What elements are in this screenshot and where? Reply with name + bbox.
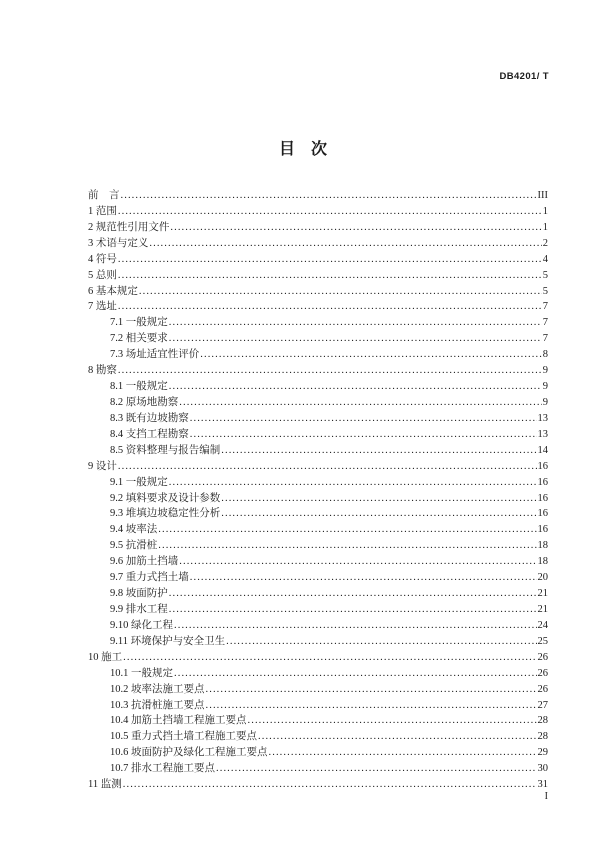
dot-leader — [174, 666, 537, 682]
toc-entry-label: 9.7 重力式挡土墙 — [110, 572, 189, 584]
toc-entry-label: 10.4 加筋土挡墙工程施工要点 — [110, 715, 247, 727]
dot-leader — [170, 220, 541, 236]
dot-leader — [221, 443, 536, 459]
toc-entry-page: 20 — [537, 572, 548, 584]
toc-entry — [88, 475, 548, 491]
dot-leader — [248, 713, 537, 729]
toc-entry — [88, 745, 548, 761]
toc-entry-page: 16 — [537, 508, 548, 520]
toc-entry-page: 29 — [537, 747, 548, 759]
dot-leader — [169, 602, 537, 618]
toc-entry — [88, 522, 548, 538]
toc-entry-page: 5 — [542, 285, 548, 297]
toc-entry-label: 2 规范性引用文件 — [88, 221, 170, 233]
toc-entry — [88, 299, 548, 315]
toc-entry-page: 8 — [542, 349, 548, 361]
toc-entry-label: 10.1 一般规定 — [110, 667, 173, 679]
toc-entry-page: 13 — [537, 428, 548, 440]
toc-entry-page: 18 — [537, 540, 548, 552]
toc-entry — [88, 586, 548, 602]
toc-entry-label: 10.2 坡率法施工要点 — [110, 683, 205, 695]
toc-entry-label: 10 施工 — [88, 651, 123, 663]
toc-entry — [88, 538, 548, 554]
toc-entry — [88, 379, 548, 395]
toc-entry — [88, 204, 548, 220]
toc-entry-page: 7 — [542, 301, 548, 313]
dot-leader — [123, 777, 537, 793]
toc-entry — [88, 634, 548, 650]
toc-entry-label: 5 总则 — [88, 269, 117, 281]
toc-entry — [88, 729, 548, 745]
toc-entry-label: 3 术语与定义 — [88, 237, 149, 249]
toc-entry-page: 13 — [537, 412, 548, 424]
toc-entry — [88, 236, 548, 252]
toc-entry — [88, 427, 548, 443]
toc-entry — [88, 666, 548, 682]
toc-entry-page: 24 — [537, 619, 548, 631]
dot-leader — [200, 347, 542, 363]
dot-leader — [258, 729, 537, 745]
toc-entry-label: 1 范围 — [88, 205, 117, 217]
toc-entry — [88, 188, 548, 204]
dot-leader — [123, 650, 536, 666]
toc-entry-label: 9.9 排水工程 — [110, 603, 168, 615]
toc-entry — [88, 602, 548, 618]
footer-page-number: I — [544, 791, 548, 802]
toc-entry-page: 2 — [542, 237, 548, 249]
toc-entry-page: 9 — [542, 365, 548, 377]
dot-leader — [169, 475, 537, 491]
toc-entry — [88, 252, 548, 268]
dot-leader — [206, 698, 537, 714]
dot-leader — [169, 586, 537, 602]
toc-entry-page: 30 — [537, 763, 548, 775]
toc-list — [88, 188, 548, 793]
toc-entry-page: 16 — [537, 492, 548, 504]
toc-entry-page: 31 — [537, 779, 548, 791]
dot-leader — [169, 315, 542, 331]
toc-entry-page: 26 — [537, 651, 548, 663]
toc-entry — [88, 713, 548, 729]
toc-entry — [88, 698, 548, 714]
toc-entry — [88, 650, 548, 666]
dot-leader — [179, 554, 536, 570]
toc-entry-page: 1 — [542, 205, 548, 217]
dot-leader — [118, 252, 542, 268]
toc-entry — [88, 570, 548, 586]
toc-entry — [88, 506, 548, 522]
toc-entry — [88, 411, 548, 427]
toc-entry-page: 18 — [537, 556, 548, 568]
toc-entry-label: 8.4 支挡工程勘察 — [110, 428, 189, 440]
toc-entry-label: 9 设计 — [88, 460, 117, 472]
toc-entry-page: 28 — [537, 731, 548, 743]
toc-entry-label: 9.2 填料要求及设计参数 — [110, 492, 221, 504]
toc-entry — [88, 682, 548, 698]
dot-leader — [118, 268, 542, 284]
toc-entry-label: 6 基本规定 — [88, 285, 138, 297]
toc-entry-page: 1 — [542, 221, 548, 233]
dot-leader — [158, 522, 536, 538]
dot-leader — [190, 427, 537, 443]
dot-leader — [179, 395, 542, 411]
dot-leader — [221, 491, 536, 507]
toc-entry — [88, 220, 548, 236]
toc-entry-page: 21 — [537, 588, 548, 600]
toc-entry-label: 9.6 加筋土挡墙 — [110, 556, 179, 568]
toc-entry-label: 10.3 抗滑桩施工要点 — [110, 699, 205, 711]
toc-entry-label: 9.4 坡率法 — [110, 524, 158, 536]
toc-entry-label: 7 选址 — [88, 301, 117, 313]
toc-entry-label: 10.6 坡面防护及绿化工程施工要点 — [110, 747, 268, 759]
toc-entry-label: 9.1 一般规定 — [110, 476, 168, 488]
dot-leader — [158, 538, 536, 554]
toc-entry — [88, 554, 548, 570]
dot-leader — [190, 570, 537, 586]
dot-leader — [149, 236, 541, 252]
dot-leader — [118, 204, 542, 220]
toc-entry-page: 9 — [542, 396, 548, 408]
toc-entry-label: 8.2 原场地勘察 — [110, 396, 179, 408]
toc-entry-page: 7 — [542, 333, 548, 345]
toc-entry-label: 9.8 坡面防护 — [110, 588, 168, 600]
toc-entry-page: 5 — [542, 269, 548, 281]
dot-leader — [226, 634, 536, 650]
toc-entry-label: 7.2 相关要求 — [110, 333, 168, 345]
toc-entry-label: 9.5 抗滑桩 — [110, 540, 158, 552]
toc-entry — [88, 459, 548, 475]
toc-entry — [88, 395, 548, 411]
toc-entry-label: 9.11 环境保护与安全卫生 — [110, 635, 226, 647]
toc-entry-label: 11 监测 — [88, 779, 122, 791]
dot-leader — [206, 682, 537, 698]
toc-entry — [88, 761, 548, 777]
toc-entry — [88, 363, 548, 379]
toc-entry — [88, 491, 548, 507]
toc-entry-label: 8 勘察 — [88, 365, 117, 377]
toc-entry-label: 8.5 资料整理与报告编制 — [110, 444, 221, 456]
toc-entry — [88, 777, 548, 793]
toc-entry-label: 8.3 既有边坡勘察 — [110, 412, 189, 424]
toc-entry-page: 7 — [542, 317, 548, 329]
toc-entry-page: 16 — [537, 524, 548, 536]
standard-code: DB4201/ T — [499, 71, 549, 82]
dot-leader — [118, 459, 537, 475]
toc-entry-page: 27 — [537, 699, 548, 711]
toc-entry-page: 14 — [537, 444, 548, 456]
toc-entry — [88, 347, 548, 363]
dot-leader — [169, 331, 542, 347]
toc-entry — [88, 331, 548, 347]
toc-entry-page: 16 — [537, 460, 548, 472]
toc-entry-page: 9 — [542, 381, 548, 393]
toc-entry-label: 前 言 — [88, 190, 120, 201]
toc-entry-page: 26 — [537, 667, 548, 679]
toc-entry-page: 25 — [537, 635, 548, 647]
dot-leader — [216, 761, 537, 777]
dot-leader — [190, 411, 537, 427]
dot-leader — [221, 506, 536, 522]
toc-entry-label: 7.3 场址适宜性评价 — [110, 349, 200, 361]
toc-entry-page: III — [537, 190, 548, 201]
dot-leader — [269, 745, 537, 761]
dot-leader — [169, 379, 542, 395]
toc-entry — [88, 268, 548, 284]
toc-entry-label: 4 符号 — [88, 253, 117, 265]
dot-leader — [118, 299, 542, 315]
toc-entry-label: 9.10 绿化工程 — [110, 619, 173, 631]
toc-entry-page: 28 — [537, 715, 548, 727]
toc-entry — [88, 315, 548, 331]
toc-entry-page: 21 — [537, 603, 548, 615]
toc-entry-page: 26 — [537, 683, 548, 695]
toc-entry-label: 10.5 重力式挡土墙工程施工要点 — [110, 731, 257, 743]
dot-leader — [118, 363, 542, 379]
dot-leader — [121, 188, 537, 204]
toc-entry — [88, 443, 548, 459]
page-title: 目 次 — [278, 141, 327, 158]
toc-entry — [88, 618, 548, 634]
dot-leader — [139, 284, 542, 300]
toc-entry-label: 7.1 一般规定 — [110, 317, 168, 329]
toc-entry-page: 16 — [537, 476, 548, 488]
toc-entry-page: 4 — [542, 253, 548, 265]
toc-entry-label: 9.3 堆填边坡稳定性分析 — [110, 508, 221, 520]
dot-leader — [174, 618, 537, 634]
toc-entry — [88, 284, 548, 300]
toc-entry-label: 10.7 排水工程施工要点 — [110, 763, 215, 775]
toc-entry-label: 8.1 一般规定 — [110, 381, 168, 393]
